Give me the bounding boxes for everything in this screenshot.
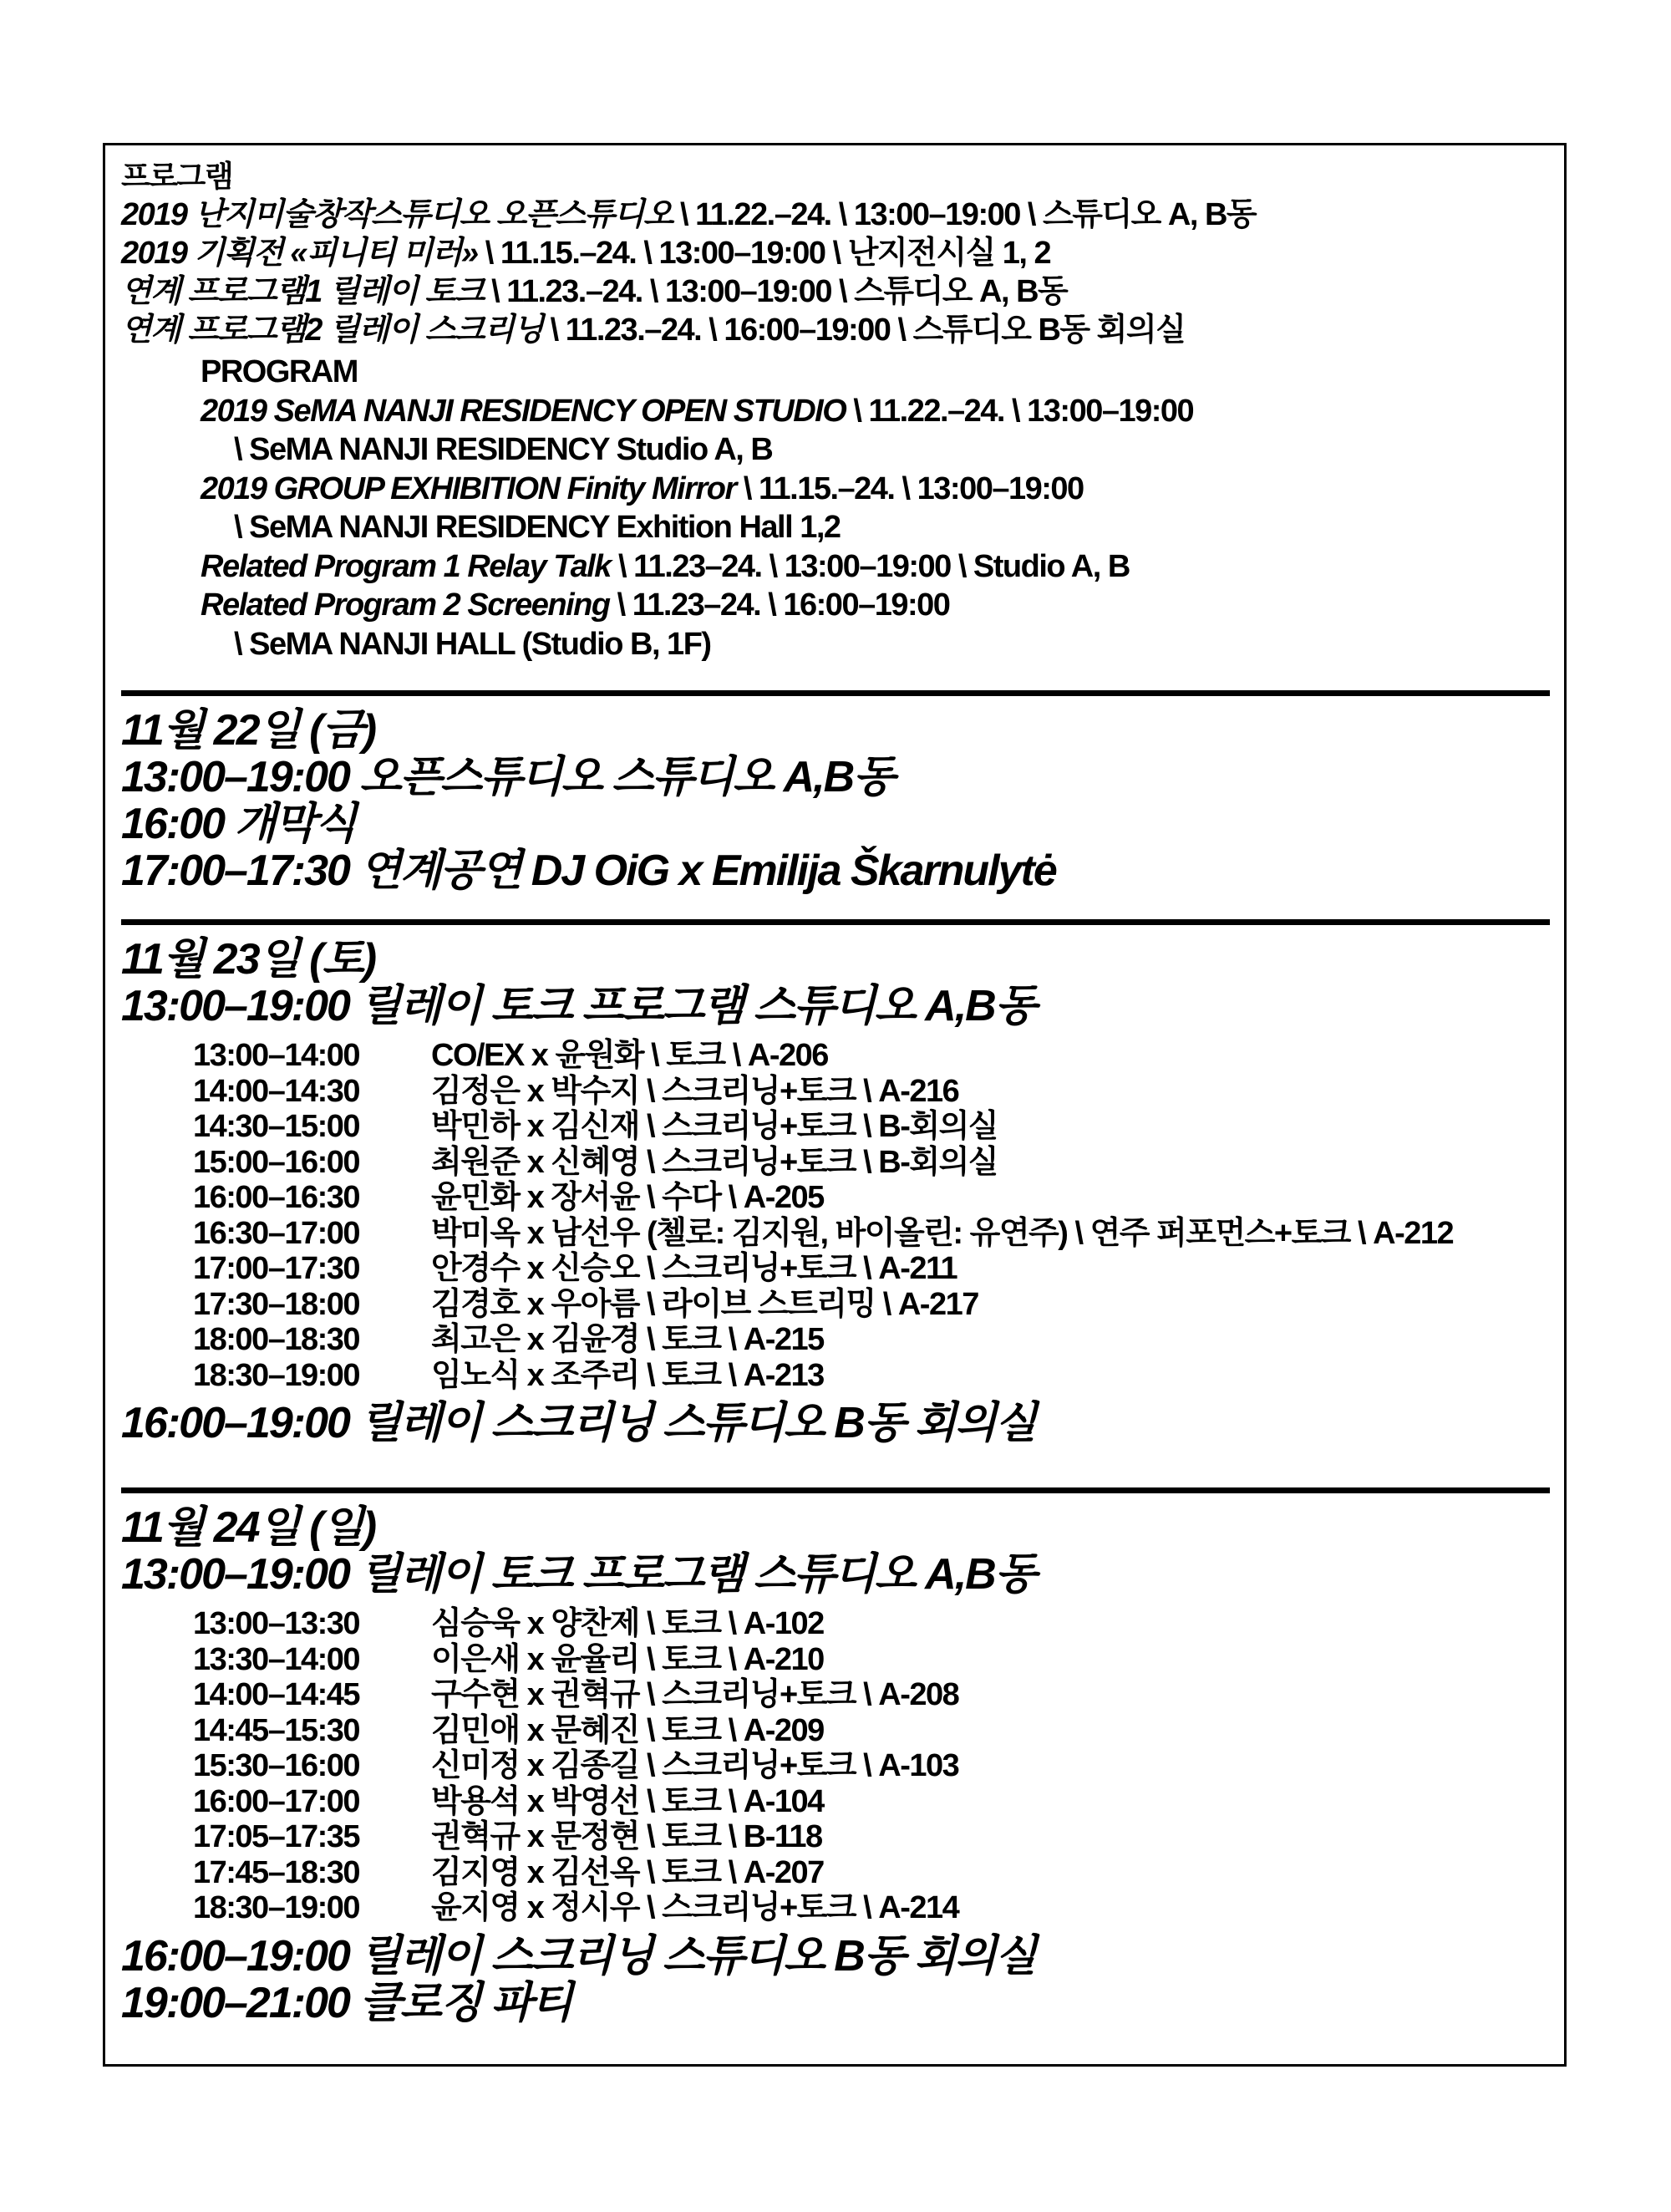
- program-name: 2019 GROUP EXHIBITION Finity Mirror: [201, 470, 736, 506]
- session-row: [193, 1784, 1035, 1820]
- program-venue: \ SeMA NANJI RESIDENCY Studio A, B: [234, 432, 773, 467]
- program-details: \ 11.23–24. \ 16:00–19:00: [617, 587, 950, 623]
- day-section-nov-24: [121, 1504, 1035, 2026]
- session-time: 16:30–17:00: [193, 1215, 360, 1251]
- session-time: 16:00–16:30: [193, 1180, 360, 1215]
- session-desc: 윤지영 x 정시우 \ 스크리닝+토크 \ A-214: [431, 1890, 959, 1925]
- session-desc: 권혁규 x 문정현 \ 토크 \ B-118: [431, 1819, 822, 1854]
- program-details: \ 11.23–24. \ 13:00–19:00 \ Studio A, B: [618, 548, 1130, 584]
- program-name: 연계 프로그램1 릴레이 토크: [121, 274, 485, 309]
- intro-line-en: [201, 392, 1193, 431]
- session-time: 15:00–16:00: [193, 1144, 360, 1180]
- program-name: Related Program 1 Relay Talk: [201, 548, 611, 584]
- event-title: 릴레이 토크 프로그램 스튜디오 A,B동: [359, 1550, 1035, 1599]
- section-divider: [121, 919, 1550, 925]
- section-divider: [121, 1487, 1550, 1493]
- intro-line: [121, 196, 1256, 234]
- session-time: 18:00–18:30: [193, 1322, 360, 1357]
- session-row: [193, 1855, 1035, 1891]
- session-time: 14:00–14:30: [193, 1073, 360, 1109]
- session-desc: 구수현 x 권혁규 \ 스크리닝+토크 \ A-208: [431, 1677, 959, 1712]
- session-row: [193, 1713, 1035, 1749]
- session-row: [193, 1074, 1453, 1110]
- event-title: 개막식: [234, 800, 356, 848]
- session-row: [193, 1109, 1453, 1145]
- program-details: \ 11.22.–24. \ 13:00–19:00 \ 스튜디오 A, B동: [680, 197, 1257, 232]
- program-details: \ 11.23.–24. \ 13:00–19:00 \ 스튜디오 A, B동: [491, 274, 1068, 309]
- session-time: 17:45–18:30: [193, 1854, 360, 1890]
- session-desc: 임노식 x 조주리 \ 토크 \ A-213: [431, 1357, 824, 1393]
- session-desc: 김경호 x 우아름 \ 라이브 스트리밍 \ A-217: [431, 1286, 978, 1322]
- day-date: 11월 23일 (토): [121, 935, 376, 984]
- event-row: [121, 1551, 1035, 1598]
- session-row: [193, 1748, 1035, 1784]
- session-time: 13:00–14:00: [193, 1038, 360, 1073]
- event-row: [121, 1980, 1035, 2026]
- session-row: [193, 1251, 1453, 1287]
- session-desc: 최고은 x 김윤경 \ 토크 \ A-215: [431, 1322, 824, 1357]
- session-desc: CO/EX x 윤원화 \ 토크 \ A-206: [431, 1038, 828, 1073]
- session-row: [193, 1677, 1035, 1713]
- session-desc: 윤민화 x 장서윤 \ 수다 \ A-205: [431, 1180, 824, 1215]
- day-date: 11월 24일 (일): [121, 1503, 376, 1552]
- session-row: [193, 1145, 1453, 1181]
- session-time: 16:00–17:00: [193, 1783, 360, 1819]
- session-time: 17:00–17:30: [193, 1251, 360, 1286]
- intro-line-en: [201, 470, 1193, 509]
- session-row: [193, 1358, 1453, 1394]
- day-section-nov-23: [121, 936, 1453, 1447]
- session-row: [193, 1890, 1035, 1926]
- event-time: 13:00–19:00: [121, 753, 349, 801]
- event-title: 클로징 파티: [359, 1978, 571, 2027]
- session-row: [193, 1216, 1453, 1252]
- session-list: [121, 1606, 1035, 1926]
- section-divider: [121, 690, 1550, 696]
- day-date: 11월 22일 (금): [121, 706, 376, 755]
- session-desc: 신미정 x 김종길 \ 스크리닝+토크 \ A-103: [431, 1748, 959, 1783]
- day-section-nov-22: [121, 707, 1056, 894]
- session-time: 13:00–13:30: [193, 1606, 360, 1641]
- event-row: [121, 801, 1056, 847]
- event-time: 13:00–19:00: [121, 982, 349, 1030]
- session-row: [193, 1038, 1453, 1074]
- intro-title-en: PROGRAM: [201, 354, 358, 389]
- program-venue: \ SeMA NANJI HALL (Studio B, 1F): [234, 626, 711, 662]
- event-row: [121, 1933, 1035, 1980]
- session-desc: 김지영 x 김선옥 \ 토크 \ A-207: [431, 1854, 824, 1890]
- session-time: 15:30–16:00: [193, 1748, 360, 1783]
- session-desc: 박용석 x 박영선 \ 토크 \ A-104: [431, 1783, 824, 1819]
- event-title: 릴레이 토크 프로그램 스튜디오 A,B동: [359, 982, 1035, 1030]
- event-time: 13:00–19:00: [121, 1550, 349, 1599]
- session-desc: 이은새 x 윤율리 \ 토크 \ A-210: [431, 1641, 824, 1677]
- session-time: 17:05–17:35: [193, 1819, 360, 1854]
- session-row: [193, 1642, 1035, 1678]
- program-details: \ 11.15.–24. \ 13:00–19:00: [743, 470, 1084, 506]
- intro-line: [121, 311, 1256, 349]
- intro-english: [201, 353, 1193, 664]
- program-name: 2019 기획전 «피니티 미러»: [121, 236, 478, 271]
- session-row: [193, 1287, 1453, 1323]
- event-row: [121, 1400, 1453, 1447]
- session-desc: 김민애 x 문혜진 \ 토크 \ A-209: [431, 1712, 824, 1748]
- session-time: 14:00–14:45: [193, 1677, 360, 1712]
- session-desc: 김정은 x 박수지 \ 스크리닝+토크 \ A-216: [431, 1073, 959, 1109]
- event-title: 릴레이 스크리닝 스튜디오 B동 회의실: [359, 1399, 1036, 1447]
- session-row: [193, 1322, 1453, 1358]
- event-time: 17:00–17:30: [121, 847, 349, 895]
- program-details: \ 11.22.–24. \ 13:00–19:00: [853, 393, 1194, 429]
- intro-line-en: [201, 547, 1193, 587]
- program-name: Related Program 2 Screening: [201, 587, 610, 623]
- session-desc: 박미옥 x 남선우 (첼로: 김지원, 바이올린: 유연주) \ 연주 퍼포먼스+토크 \ A-212: [431, 1215, 1454, 1251]
- intro-korean: [121, 157, 1256, 349]
- event-row: [121, 847, 1056, 894]
- intro-line: [121, 272, 1256, 311]
- event-row: [121, 983, 1453, 1030]
- session-desc: 박민하 x 김신재 \ 스크리닝+토크 \ B-회의실: [431, 1109, 998, 1144]
- program-name: 연계 프로그램2 릴레이 스크리닝: [121, 313, 543, 348]
- session-time: 18:30–19:00: [193, 1357, 360, 1393]
- program-details: \ 11.23.–24. \ 16:00–19:00 \ 스튜디오 B동 회의실: [550, 313, 1186, 348]
- session-time: 17:30–18:00: [193, 1286, 360, 1322]
- session-time: 14:45–15:30: [193, 1712, 360, 1748]
- session-row: [193, 1180, 1453, 1216]
- event-time: 19:00–21:00: [121, 1978, 349, 2027]
- session-row: [193, 1819, 1035, 1855]
- program-venue: \ SeMA NANJI RESIDENCY Exhition Hall 1,2: [234, 510, 841, 545]
- event-row: [121, 754, 1056, 801]
- intro-line-en: [201, 586, 1193, 625]
- intro-title: 프로그램: [121, 159, 233, 193]
- event-title: 오픈스튜디오 스튜디오 A,B동: [359, 753, 894, 801]
- session-desc: 안경수 x 신승오 \ 스크리닝+토크 \ A-211: [431, 1251, 957, 1286]
- intro-line: [121, 234, 1256, 272]
- session-row: [193, 1606, 1035, 1642]
- session-time: 14:30–15:00: [193, 1109, 360, 1144]
- session-desc: 최원준 x 신혜영 \ 스크리닝+토크 \ B-회의실: [431, 1144, 998, 1180]
- session-time: 13:30–14:00: [193, 1641, 360, 1677]
- event-title: 릴레이 스크리닝 스튜디오 B동 회의실: [359, 1931, 1036, 1981]
- session-list: [121, 1038, 1453, 1393]
- event-time: 16:00: [121, 800, 224, 848]
- program-frame: [103, 143, 1567, 2067]
- program-name: 2019 SeMA NANJI RESIDENCY OPEN STUDIO: [201, 393, 846, 429]
- event-time: 16:00–19:00: [121, 1399, 349, 1447]
- session-time: 18:30–19:00: [193, 1890, 360, 1925]
- event-time: 16:00–19:00: [121, 1931, 349, 1981]
- program-name: 2019 난지미술창작스튜디오 오픈스튜디오: [121, 197, 673, 232]
- program-details: \ 11.15.–24. \ 13:00–19:00 \ 난지전시실 1, 2: [485, 236, 1051, 271]
- event-title: 연계공연 DJ OiG x Emilija Škarnulytė: [359, 847, 1056, 895]
- session-desc: 심승욱 x 양찬제 \ 토크 \ A-102: [431, 1606, 824, 1641]
